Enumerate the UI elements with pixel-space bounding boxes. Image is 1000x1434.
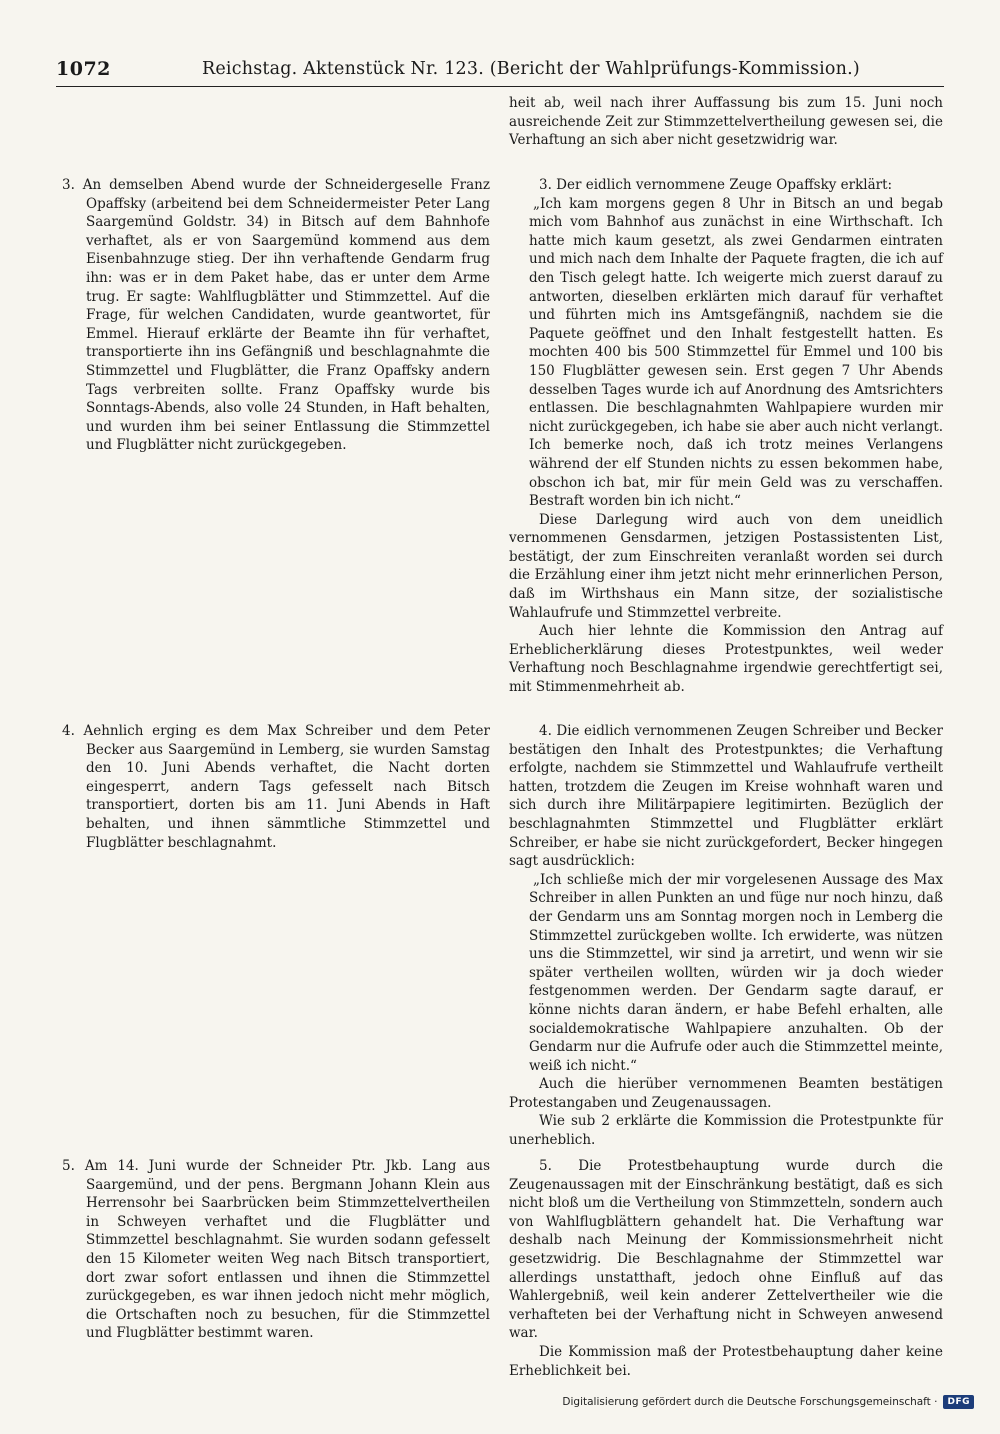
left-item-3 [62,176,490,455]
right-section-4 [509,722,943,1150]
section-4-paragraph-b: Auch die hierüber vernommenen Beamten bestätigen Protestangaben und Zeugenaussagen. [509,1076,943,1111]
right-section-3 [509,176,943,697]
section-5-paragraph-b: Die Kommission maß der Protestbehauptung daher keine Erheblichkeit bei. [509,1343,943,1379]
right-section-5 [509,1157,943,1380]
footer-text: Digitalisierung gefördert durch die Deutsche Forschungsgemeinschaft · [562,1396,938,1408]
page-header [56,56,944,87]
section-4-paragraph-a: 4. Die eidlich vernommenen Zeugen Schreiber und Becker bestätigen den Inhalt des Protestpunktes; die Verhaftung erfolgte, nachdem sie Stimmzettel und Wahlaufrufe vertheilt hatten, trotzdem die Zeugen im Kreise wohnhaft waren und sich durch ihre Militärpapiere legitimirten. Bezüglich der beschlagnahmten Stimmzettel und Flugblätter erklärt Schreiber, er habe sie nicht zurückgefordert, Becker hingegen sagt ausdrücklich: [509,723,943,870]
section-5-paragraph-a: 5. Die Protestbehauptung wurde durch die Zeugenaussagen mit der Einschränkung bestätigt, daß es sich nicht bloß um die Vertheilung von Stimmzetteln, sondern auch von Wahlflugblättern gehandelt hat. Die Verhaftung war deshalb nach Meinung der Kommissionsmehrheit nicht gesetzwidrig. Die Beschlagnahme der Stimmzettel war allerdings unstatthaft, jedoch ohne Einfluß auf das Wahlergebniß, weil kein anderer Zettelvertheiler wie die verhafteten bei der Verhaftung nicht in Schweyen anwesend war. [509,1158,943,1342]
section-4-paragraph-c: Wie sub 2 erklärte die Kommission die Protestpunkte für unerheblich. [509,1113,943,1149]
section-3-paragraph-b: Diese Darlegung wird auch von dem uneidlich vernommenen Gensdarmen, jetzigen Postassistenten List, bestätigt, der zum Einschreiten veranlaßt worden sei durch die Erzählung einer ihm jetzt nicht mehr erinnerlichen Person, daß im Wirthshaus ein Mann sitze, der sozialistische Wahlaufrufe und Stimmzettel verbreite. [509,511,943,621]
dfg-logo-icon: DFG [943,1395,974,1409]
section-3-intro: 3. Der eidlich vernommene Zeuge Opaffsky erklärt: [539,177,893,193]
digitization-footer [562,1392,974,1412]
right-continuation [509,94,943,150]
item-5-text: 5. Am 14. Juni wurde der Schneider Ptr. Jkb. Lang aus Saargemünd, und der pens. Bergmann Johann Klein aus Herrensohr bei Saarbrücken beim Stimmzettelvertheilen in Schweyen verhaftet und die Flugblätter und Stimmzettel beschlagnahmt. Sie wurden sodann gefesselt den 15 Kilometer weiten Weg nach Bitsch transportiert, dort zwar sofort entlassen und ihnen die Stimmzettel zurückgegeben, es war ihnen jedoch nicht mehr möglich, die Ortschaften noch zu besuchen, für die Stimmzettel und Flugblätter bestimmt waren. [62,1158,490,1342]
left-item-5 [62,1157,490,1343]
item-4-text: 4. Aehnlich erging es dem Max Schreiber und dem Peter Becker aus Saargemünd in Lemberg, sie wurden Samstag den 10. Juni Abends verhaftet, die Nacht dorten eingesperrt, andern Tags gefesselt nach Bitsch transportiert, dorten bis am 11. Juni Abends in Haft behalten, und ihnen sämmtliche Stimmzettel und Flugblätter beschlagnahmt. [62,723,490,851]
section-3-quote: „Ich kam morgens gegen 8 Uhr in Bitsch an und begab mich vom Bahnhof aus zunächst in eine Wirthschaft. Ich hatte mich kaum gesetzt, als zwei Gendarmen eintraten und mich nach dem Inhalte der Paquete fragten, die ich auf den Tisch gelegt hatte. Ich weigerte mich zuerst darauf zu antworten, dieselben erklärten mich darauf für verhaftet und führten mich ins Amtsgefängniß, nachdem sie die Paquete geöffnet und den Inhalt festgestellt hatten. Es mochten 400 bis 500 Stimmzettel für Emmel und 100 bis 150 Flugblätter gewesen sein. Erst gegen 7 Uhr Abends desselben Tages wurde ich auf Anordnung des Amtsrichters entlassen. Die beschlagnahmten Wahlpapiere wurden mir nicht zurückgegeben, ich habe sie aber auch nicht verlangt. Ich bemerke noch, daß ich trotz meines Verlangens während der elf Stunden nichts zu essen bekommen habe, obschon ich bat, mir für mein Geld was zu verschaffen. Bestraft worden bin ich nicht.“ [529,195,943,510]
running-title: Reichstag. Aktenstück Nr. 123. (Bericht der Wahlprüfungs-Kommission.) [202,59,860,79]
continuation-text: heit ab, weil nach ihrer Auffassung bis zum 15. Juni noch ausreichende Zeit zur Stimmzettelvertheilung gewesen sei, die Verhaftung an sich aber nicht gesetzwidrig war. [509,95,943,149]
item-3-text: 3. An demselben Abend wurde der Schneidergeselle Franz Opaffsky (arbeitend bei dem Schneidermeister Peter Lang Saargemünd Goldstr. 34) in Bitsch auf dem Bahnhofe verhaftet, als er von Saargemünd kommend aus dem Eisenbahnzuge stieg. Der ihn verhaftende Gendarm frug ihn: was er in dem Paket habe, das er unter dem Arme trug. Er sagte: Wahlflugblätter und Stimmzettel. Auf die Frage, für welchen Candidaten, wurde geantwortet, für Emmel. Hierauf erklärte der Beamte ihn für verhaftet, transportierte ihn ins Gefängniß und beschlagnahmte die Stimmzettel und Flugblätter, die Franz Opaffsky andern Tags verbreiten sollte. Franz Opaffsky wurde bis Sonntags-Abends, also volle 24 Stunden, in Haft behalten, und wurden ihm bei seiner Entlassung die Stimmzettel und Flugblätter nicht zurückgegeben. [62,177,490,454]
section-3-paragraph-c: Auch hier lehnte die Kommission den Antrag auf Erheblicherklärung dieses Protestpunktes, weil weder Verhaftung noch Beschlagnahme irgendwie gerechtfertigt sei, mit Stimmenmehrheit ab. [509,623,943,696]
left-item-4 [62,722,490,852]
section-4-quote: „Ich schließe mich der mir vorgelesenen Aussage des Max Schreiber in allen Punkten an und füge nur noch hinzu, daß der Gendarm uns am Sonntag morgen noch in Lemberg die Stimmzettel zurückgeben wollte. Ich erwiderte, was nützen uns die Stimmzettel, wir sind ja arretirt, und wenn wir sie später vertheilen wollten, würden wir ja doch wieder festgenommen werden. Der Gendarm sagte darauf, er könne nichts daran ändern, er habe Befehl erhalten, alle socialdemokratische Wahlpapiere anzuhalten. Ob der Gendarm nur die Aufrufe oder auch die Stimmzettel meinte, weiß ich nicht.“ [529,871,943,1074]
page-number: 1072 [56,58,111,80]
